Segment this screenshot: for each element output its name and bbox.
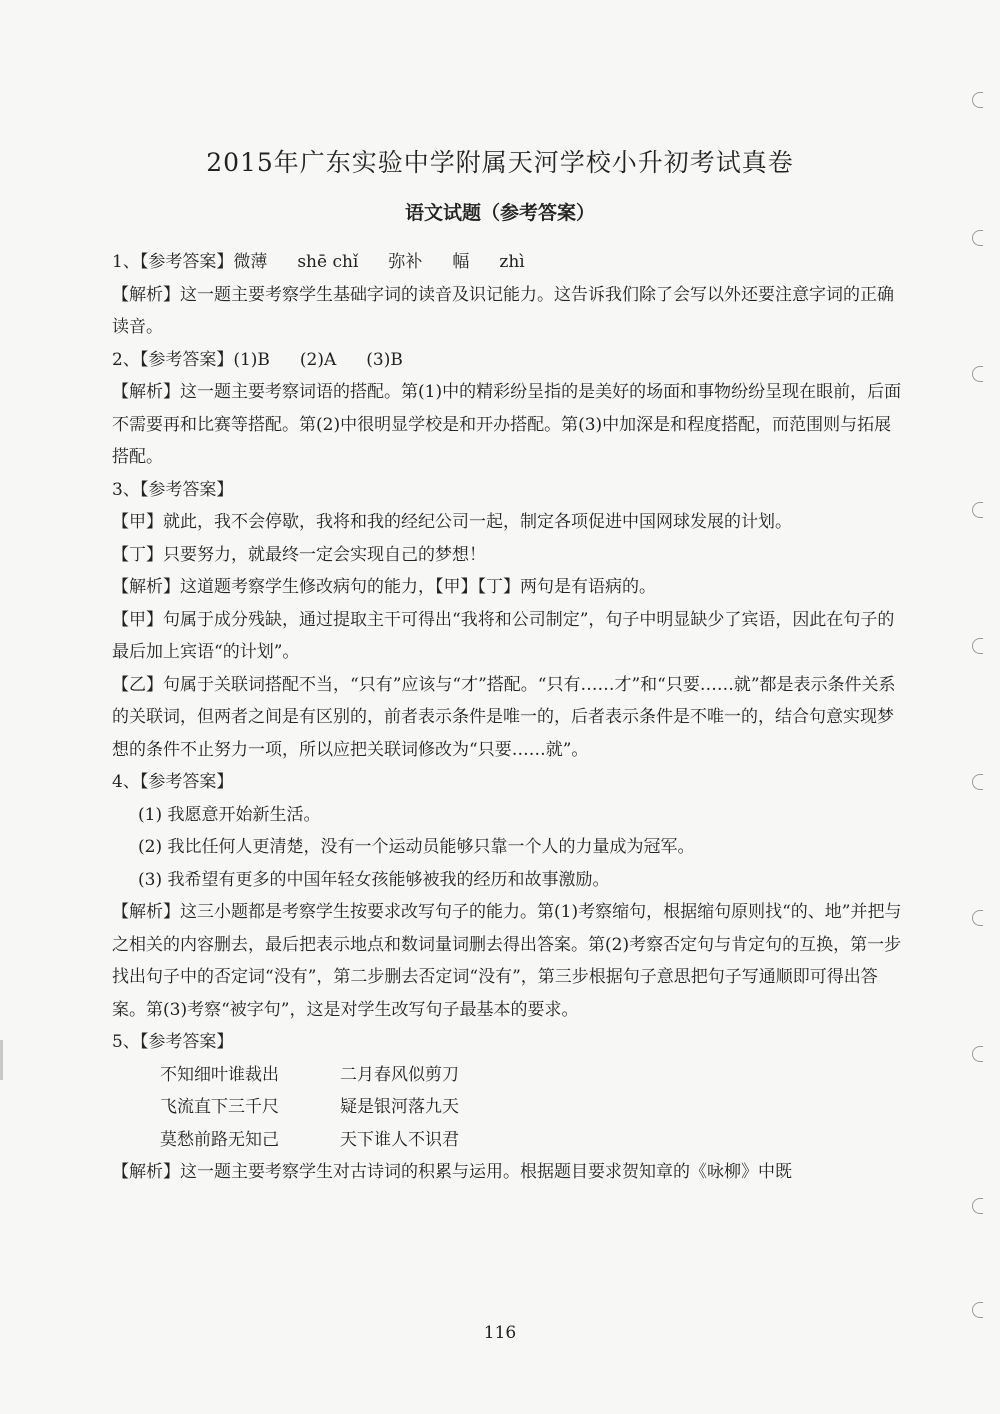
q1-answer-1: 微薄 xyxy=(233,252,268,272)
poem-row xyxy=(112,1059,902,1092)
q3-line-5: 【乙】句属于关联词搭配不当，“只有”应该与“才”搭配。“只有……才”和“只要……就”都是表示条件关系的关联词，但两者之间是有区别的，前者表示条件是唯一的，后者表示条件是不唯一的，结合句意实现梦想的条件不止努力一项，所以应把关联词修改为“只要……就”。 xyxy=(112,674,896,760)
page-title: 2015年广东实验中学附属天河学校小升初考试真卷 xyxy=(206,148,794,177)
poem-line-right: 二月春风似剪刀 xyxy=(340,1064,459,1085)
binder-hole-icon xyxy=(972,910,983,926)
q1-answer-4: 幅 xyxy=(452,252,470,272)
q1-answer-3: 弥补 xyxy=(388,252,423,272)
page-number: 116 xyxy=(483,1323,517,1343)
binder-hole-icon xyxy=(972,1046,983,1062)
q4-analysis: 【解析】这三小题都是考察学生按要求改写句子的能力。第(1)考察缩句，根据缩句原则找“的、地”并把与之相关的内容删去，最后把表示地点和数词量词删去得出答案。第(2)考察否定句与肯定句的互换，第一步找出句子中的否定词“没有”，第二步删去否定词“没有”，第三步根据句子意思把句子写通顺即可得出答案。第(3)考察“被字句”，这是对学生改写句子最基本的要求。 xyxy=(112,902,902,1020)
poem-line-right: 天下谁人不识君 xyxy=(340,1129,459,1150)
q2-analysis: 【解析】这一题主要考察词语的搭配。第(1)中的精彩纷呈指的是美好的场面和事物纷纷呈现在眼前，后面不需要再和比赛等搭配。第(2)中很明显学校是和开办搭配。第(3)中加深是和程度搭配，而范围则与拓展搭配。 xyxy=(112,382,902,467)
q4-item-2: (2) 我比任何人更清楚，没有一个运动员能够只靠一个人的力量成为冠军。 xyxy=(138,837,695,857)
q2-answer-1: (1)B xyxy=(233,349,270,370)
q4-item-1: (1) 我愿意开始新生活。 xyxy=(138,804,321,825)
q2-label: 2、【参考答案】 xyxy=(112,349,234,370)
q3-line-3: 【解析】这道题考察学生修改病句的能力，【甲】【丁】两句是有语病的。 xyxy=(112,577,656,597)
q1-answer-5: zhì xyxy=(499,252,525,272)
q3-line-4: 【甲】句属于成分残缺，通过提取主干可得出“我将和公司制定”，句子中明显缺少了宾语，因此在句子的最后加上宾语“的计划”。 xyxy=(112,609,895,662)
binder-hole-icon xyxy=(972,1302,983,1318)
page-subtitle: 语文试题（参考答案） xyxy=(404,202,595,224)
q3-line-2: 【丁】只要努力，就最终一定会实现自己的梦想！ xyxy=(112,544,486,565)
q1-answer-2: shē chǐ xyxy=(297,252,359,272)
q1-label: 1、【参考答案】 xyxy=(112,252,234,272)
poem-line-left: 飞流直下三千尺 xyxy=(160,1097,279,1117)
q3-label: 3、【参考答案】 xyxy=(112,479,234,500)
q3-line-1: 【甲】就此，我不会停歇，我将和我的经纪公司一起，制定各项促进中国网球发展的计划。 xyxy=(112,512,792,532)
poem-line-left: 不知细叶谁裁出 xyxy=(160,1064,279,1085)
binder-hole-icon xyxy=(972,1198,983,1214)
q4-label: 4、【参考答案】 xyxy=(112,772,234,792)
q2-answer-3: (3)B xyxy=(366,349,403,370)
q5-analysis: 【解析】这一题主要考察学生对古诗词的积累与运用。根据题目要求贺知章的《咏柳》中既 xyxy=(112,1162,792,1182)
binder-hole-icon xyxy=(972,638,983,654)
poem-row xyxy=(112,1124,902,1157)
binder-hole-icon xyxy=(972,366,983,382)
q2-answer-2: (2)A xyxy=(299,349,337,370)
q5-label: 5、【参考答案】 xyxy=(112,1032,234,1052)
q2-answer-line xyxy=(112,344,902,377)
q1-answer-line xyxy=(112,246,902,279)
answer-content xyxy=(112,246,902,1189)
binder-hole-icon xyxy=(972,502,983,518)
poem-line-left: 莫愁前路无知己 xyxy=(160,1129,279,1150)
binder-hole-icon xyxy=(972,230,983,246)
q1-analysis: 【解析】这一题主要考察学生基础字词的读音及识记能力。这告诉我们除了会写以外还要注意字词的正确读音。 xyxy=(112,284,894,337)
poem-row xyxy=(112,1091,902,1124)
poem-line-right: 疑是银河落九天 xyxy=(340,1097,459,1117)
binder-hole-icon xyxy=(972,774,983,790)
scan-edge-mark xyxy=(0,1040,3,1080)
q4-item-3: (3) 我希望有更多的中国年轻女孩能够被我的经历和故事激励。 xyxy=(138,869,610,890)
binder-hole-icon xyxy=(972,92,983,108)
